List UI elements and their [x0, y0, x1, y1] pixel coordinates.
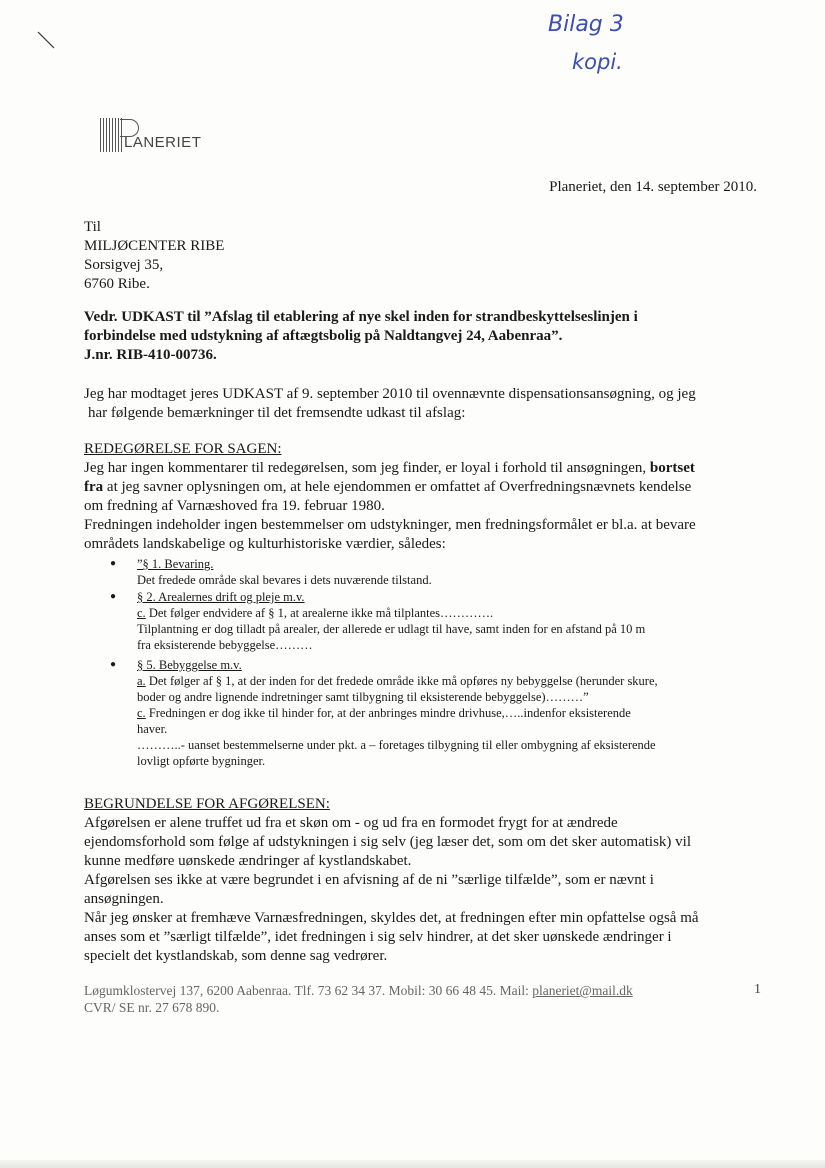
section-line: specielt det kystlandskab, som denne sag vedrører.: [84, 948, 388, 964]
section-line: fra at jeg savner oplysningen om, at hele ejendommen er omfattet af Overfredningsnævnets kendelse: [84, 479, 692, 495]
subject-line: Vedr. UDKAST til ”Afslag til etablering af nye skel inden for strandbeskyttelseslinjen i: [84, 309, 638, 325]
subject-block: [84, 308, 638, 365]
email-link[interactable]: planeriet@mail.dk: [532, 983, 633, 998]
section-begrundelse: [84, 795, 764, 966]
bullet-item-bebyggelse: § 5. Bebyggelse m.v. a. Det følger af § 1, at der inden for det fredede område ikke må opføres ny bebyggelse (herunder skure, boder og andre lignende indretninger samt tilbygning til eksisterende bebyggelse)………” c. Fredningen er dog ikke til hinder for, at der anbringes mindre drivhuse,…..indenfor eksisterende haver. ………..- uanset bestemmelserne under pkt. a – foretages tilbygning til eller ombygning af eksisterende lovligt opførte bygninger.: [137, 658, 658, 768]
bullet-item-bevaring: ”§ 1. Bevaring. Det fredede område skal bevares i dets nuværende tilstand.: [137, 557, 432, 587]
subject-line: forbindelse med udstykning af aftægtsbolig på Naldtangvej 24, Aabenraa”.: [84, 328, 563, 344]
recipient-line: 6760 Ribe.: [84, 276, 150, 292]
bullet-item-drift: § 2. Arealernes drift og pleje m.v. c. Det følger endvidere af § 1, at arealerne ikke må tilplantes…………. Tilplantning er dog tilladt på arealer, der allerede er udlagt til have, samt inden for en afstand på 10 m fra eksisterende bebyggelse………: [137, 590, 646, 652]
recipient-line: Til: [84, 219, 101, 235]
intro-line: Jeg har modtaget jeres UDKAST af 9. september 2010 til ovennævnte dispensationsansøgning, og jeg: [84, 386, 696, 402]
intro-paragraph: [84, 385, 696, 423]
section-line: Fredningen indeholder ingen bestemmelser om udstykninger, men fredningsformålet er bl.a. at bevare: [84, 517, 696, 533]
page-number: 1: [754, 982, 761, 997]
bullet-dot: ●: [110, 558, 117, 569]
date-line: Planeriet, den 14. september 2010.: [549, 179, 757, 195]
scan-edge: [0, 1160, 825, 1168]
section-line: anses som et ”særligt tilfælde”, idet fredningen i sig selv hindrer, at det sker uønskede ændringer i: [84, 929, 672, 945]
bullet-dot: ●: [110, 659, 117, 670]
section-heading: BEGRUNDELSE FOR AFGØRELSEN:: [84, 796, 330, 812]
pen-mark: [36, 30, 56, 50]
section-line: Jeg har ingen kommentarer til redegørelsen, som jeg finder, er loyal i forhold til ansøgningen, bortset: [84, 460, 695, 476]
handwritten-note-bilag: Bilag 3: [548, 12, 624, 37]
section-line: Afgørelsen ses ikke at være begrundet i en afvisning af de ni ”særlige tilfælde”, som er nævnt i: [84, 872, 654, 888]
recipient-line: MILJØCENTER RIBE: [84, 238, 225, 254]
section-heading: REDEGØRELSE FOR SAGEN:: [84, 441, 282, 457]
handwritten-note-kopi: kopi.: [572, 50, 623, 74]
bullet-dot: ●: [110, 591, 117, 602]
footer-contact: Løgumklostervej 137, 6200 Aabenraa. Tlf. 73 62 34 37. Mobil: 30 66 48 45. Mail: planeriet@mail.dk CVR/ SE nr. 27 678 890.: [84, 983, 633, 1015]
intro-line: har følgende bemærkninger til det fremsendte udkast til afslag:: [88, 405, 466, 421]
logo-wordmark: LANERIET: [124, 134, 202, 151]
section-redegoerelse: [84, 440, 764, 554]
subject-line: J.nr. RIB-410-00736.: [84, 347, 217, 363]
section-line: områdets landskabelige og kulturhistoriske værdier, således:: [84, 536, 446, 552]
section-line: ansøgningen.: [84, 891, 164, 907]
section-line: Når jeg ønsker at fremhæve Varnæsfredningen, skyldes det, at fredningen efter min opfattelse også må: [84, 910, 699, 926]
logo-bars: [100, 118, 122, 152]
fredning-bullet-list: [110, 556, 770, 786]
recipient-line: Sorsigvej 35,: [84, 257, 164, 273]
section-line: ejendomsforhold som følge af udstykningen i sig selv (jeg læser det, som om det sker automatisk) vil: [84, 834, 691, 850]
recipient-block: [84, 218, 224, 294]
section-line: Afgørelsen er alene truffet ud fra et skøn om - og ud fra en formodet frygt for at ændrede: [84, 815, 618, 831]
planeriet-logo: [100, 118, 210, 156]
section-line: kunne medføre uønskede ændringer af kystlandskabet.: [84, 853, 412, 869]
section-line: om fredning af Varnæshoved fra 19. februar 1980.: [84, 498, 385, 514]
